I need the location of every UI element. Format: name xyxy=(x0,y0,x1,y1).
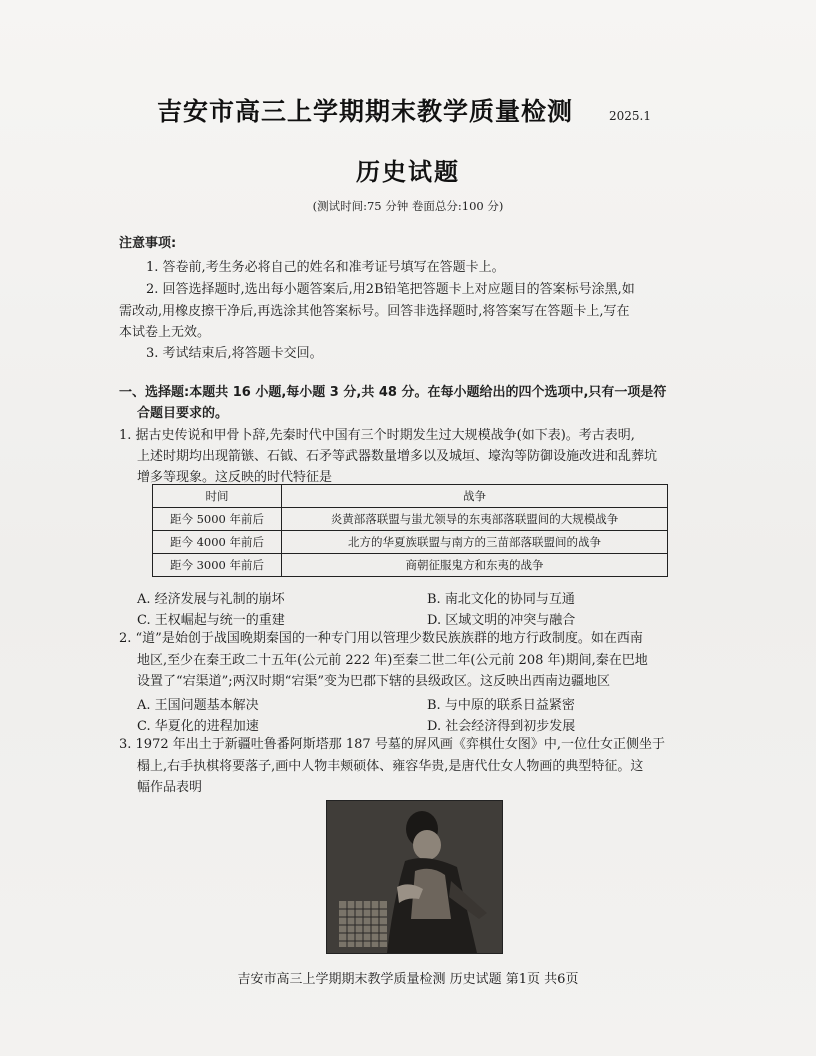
table-cell: 商朝征服鬼方和东夷的战争 xyxy=(282,554,668,577)
q3-stem: 3. 1972 年出土于新疆吐鲁番阿斯塔那 187 号墓的屏风画《弈棋仕女图》中,一位仕女正侧坐于 xyxy=(119,737,665,752)
q2-stem: 2. “道”是始创于战国晚期秦国的一种专门用以管理少数民族族群的地方行政制度。如在西南 xyxy=(119,631,643,646)
q1-option-c: C. 王权崛起与统一的重建 xyxy=(137,613,285,628)
notice-line: 1. 答卷前,考生务必将自己的姓名和准考证号填写在答题卡上。 xyxy=(146,260,505,275)
table-row xyxy=(153,554,668,577)
q2-option-b: B. 与中原的联系日益紧密 xyxy=(427,698,575,713)
notice-line: 3. 考试结束后,将答题卡交回。 xyxy=(146,346,323,361)
section-heading-cont: 合题目要求的。 xyxy=(137,406,229,421)
painting-figure xyxy=(327,801,502,953)
q1-stem: 增多等现象。这反映的时代特征是 xyxy=(137,470,333,485)
q2-option-c: C. 华夏化的进程加速 xyxy=(137,719,259,734)
table-header-row xyxy=(153,485,668,508)
table-header-cell: 时间 xyxy=(153,485,282,508)
notice-heading: 注意事项: xyxy=(119,236,177,251)
q2-stem: 设置了“宕渠道”;两汉时期“宕渠”变为巴郡下辖的县级政区。这反映出西南边疆地区 xyxy=(137,674,610,689)
subject-title: 历史试题 xyxy=(356,158,460,186)
section-heading: 一、选择题:本题共 16 小题,每小题 3 分,共 48 分。在每小题给出的四个选项中,只有一项是符 xyxy=(119,385,667,400)
table-row xyxy=(153,508,668,531)
q2-stem: 地区,至少在秦王政二十五年(公元前 222 年)至秦二世二年(公元前 208 年)期间,秦在巴地 xyxy=(137,653,648,668)
table-cell: 距今 5000 年前后 xyxy=(153,508,282,531)
exam-meta: (测试时间:75 分钟 卷面总分:100 分) xyxy=(312,199,504,213)
q1-option-b: B. 南北文化的协同与互通 xyxy=(427,592,575,607)
q3-stem: 幅作品表明 xyxy=(137,780,203,795)
notice-line: 需改动,用橡皮擦干净后,再选涂其他答案标号。回答非选择题时,将答案写在答题卡上,写在 xyxy=(119,304,630,319)
q2-option-a: A. 王国问题基本解决 xyxy=(137,698,259,713)
table-cell: 炎黄部落联盟与蚩尤领导的东夷部落联盟间的大规模战争 xyxy=(282,508,668,531)
page-footer: 吉安市高三上学期期末教学质量检测 历史试题 第1页 共6页 xyxy=(237,972,579,987)
table-cell: 距今 3000 年前后 xyxy=(153,554,282,577)
table-cell: 北方的华夏族联盟与南方的三苗部落联盟间的战争 xyxy=(282,531,668,554)
notice-line: 本试卷上无效。 xyxy=(119,325,211,340)
q3-stem: 榻上,右手执棋将要落子,画中人物丰颊硕体、雍容华贵,是唐代仕女人物画的典型特征。这 xyxy=(137,759,644,774)
painting-image xyxy=(326,800,503,954)
notice-line: 2. 回答选择题时,选出每小题答案后,用2B铅笔把答题卡上对应题目的答案标号涂黑,如 xyxy=(146,282,635,297)
q1-war-table xyxy=(152,484,668,577)
table-cell: 距今 4000 年前后 xyxy=(153,531,282,554)
exam-title: 吉安市高三上学期期末教学质量检测 xyxy=(157,97,574,126)
table-header-cell: 战争 xyxy=(282,485,668,508)
q1-stem: 1. 据古史传说和甲骨卜辞,先秦时代中国有三个时期发生过大规模战争(如下表)。考古表明, xyxy=(119,428,635,443)
exam-date: 2025.1 xyxy=(609,109,651,123)
q2-option-d: D. 社会经济得到初步发展 xyxy=(427,719,576,734)
q1-option-d: D. 区域文明的冲突与融合 xyxy=(427,613,576,628)
q1-stem: 上述时期均出现箭镞、石钺、石矛等武器数量增多以及城垣、壕沟等防御设施改进和乱葬坑 xyxy=(137,449,658,464)
table-row xyxy=(153,531,668,554)
q1-option-a: A. 经济发展与礼制的崩坏 xyxy=(137,592,285,607)
